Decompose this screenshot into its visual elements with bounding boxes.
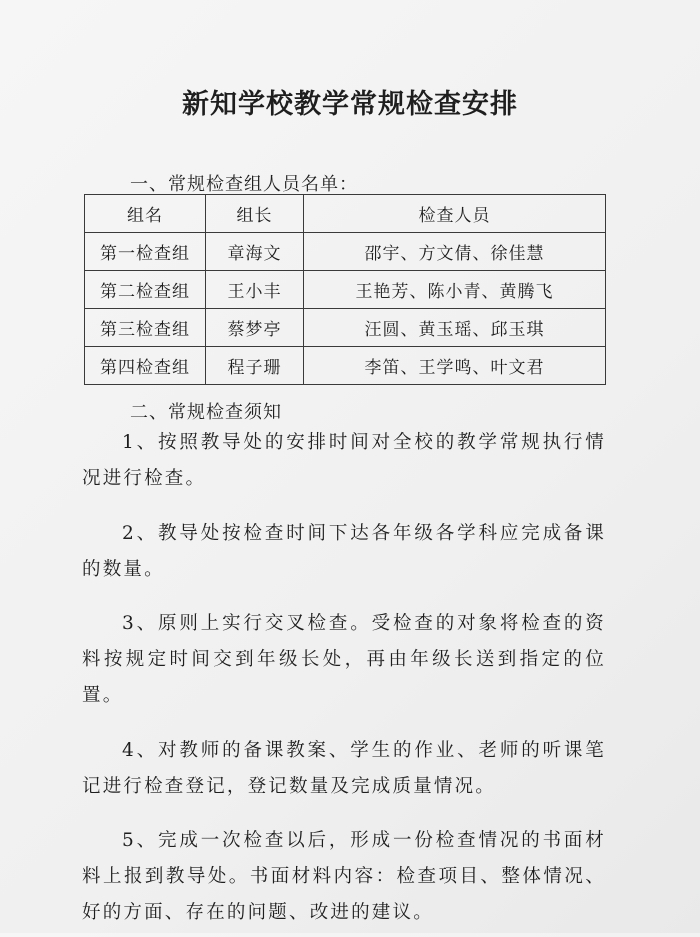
cell-group-leader: 章海文 (206, 233, 304, 271)
cell-inspectors: 李笛、王学鸣、叶文君 (304, 347, 606, 385)
list-item: 4、对教师的备课教案、学生的作业、老师的听课笔记进行检查登记，登记数量及完成质量情况。 (82, 739, 606, 797)
section1-heading: 一、常规检查组人员名单： (130, 174, 358, 195)
roster-table (84, 194, 606, 385)
header-group-name: 组名 (85, 195, 206, 233)
table-row (85, 233, 606, 271)
table-row (85, 347, 606, 385)
cell-inspectors: 汪圆、黄玉瑶、邱玉琪 (304, 309, 606, 347)
document-title: 新知学校教学常规检查安排 (182, 89, 518, 120)
table-row (85, 271, 606, 309)
header-inspectors: 检查人员 (304, 195, 606, 233)
cell-group-name: 第二检查组 (85, 271, 206, 309)
table-header-row (85, 195, 606, 233)
cell-group-name: 第一检查组 (85, 233, 206, 271)
section2-heading: 二、常规检查须知 (130, 402, 282, 423)
header-group-leader: 组长 (206, 195, 304, 233)
cell-group-leader: 王小丰 (206, 271, 304, 309)
cell-group-leader: 程子珊 (206, 347, 304, 385)
cell-group-name: 第四检查组 (85, 347, 206, 385)
list-item: 3、原则上实行交叉检查。受检查的对象将检查的资料按规定时间交到年级长处，再由年级长送到指定的位置。 (82, 613, 606, 706)
cell-group-name: 第三检查组 (85, 309, 206, 347)
list-item: 5、完成一次检查以后，形成一份检查情况的书面材料上报到教导处。书面材料内容：检查项目、整体情况、好的方面、存在的问题、改进的建议。 (82, 830, 606, 923)
list-item: 1、按照教导处的安排时间对全校的教学常规执行情况进行检查。 (82, 432, 606, 489)
cell-inspectors: 王艳芳、陈小青、黄腾飞 (304, 271, 606, 309)
cell-inspectors: 邵宇、方文倩、徐佳慧 (304, 233, 606, 271)
cell-group-leader: 蔡梦亭 (206, 309, 304, 347)
table-row (85, 309, 606, 347)
inspection-rules-list (82, 425, 606, 937)
list-item: 2、教导处按检查时间下达各年级各学科应完成备课的数量。 (82, 522, 606, 580)
